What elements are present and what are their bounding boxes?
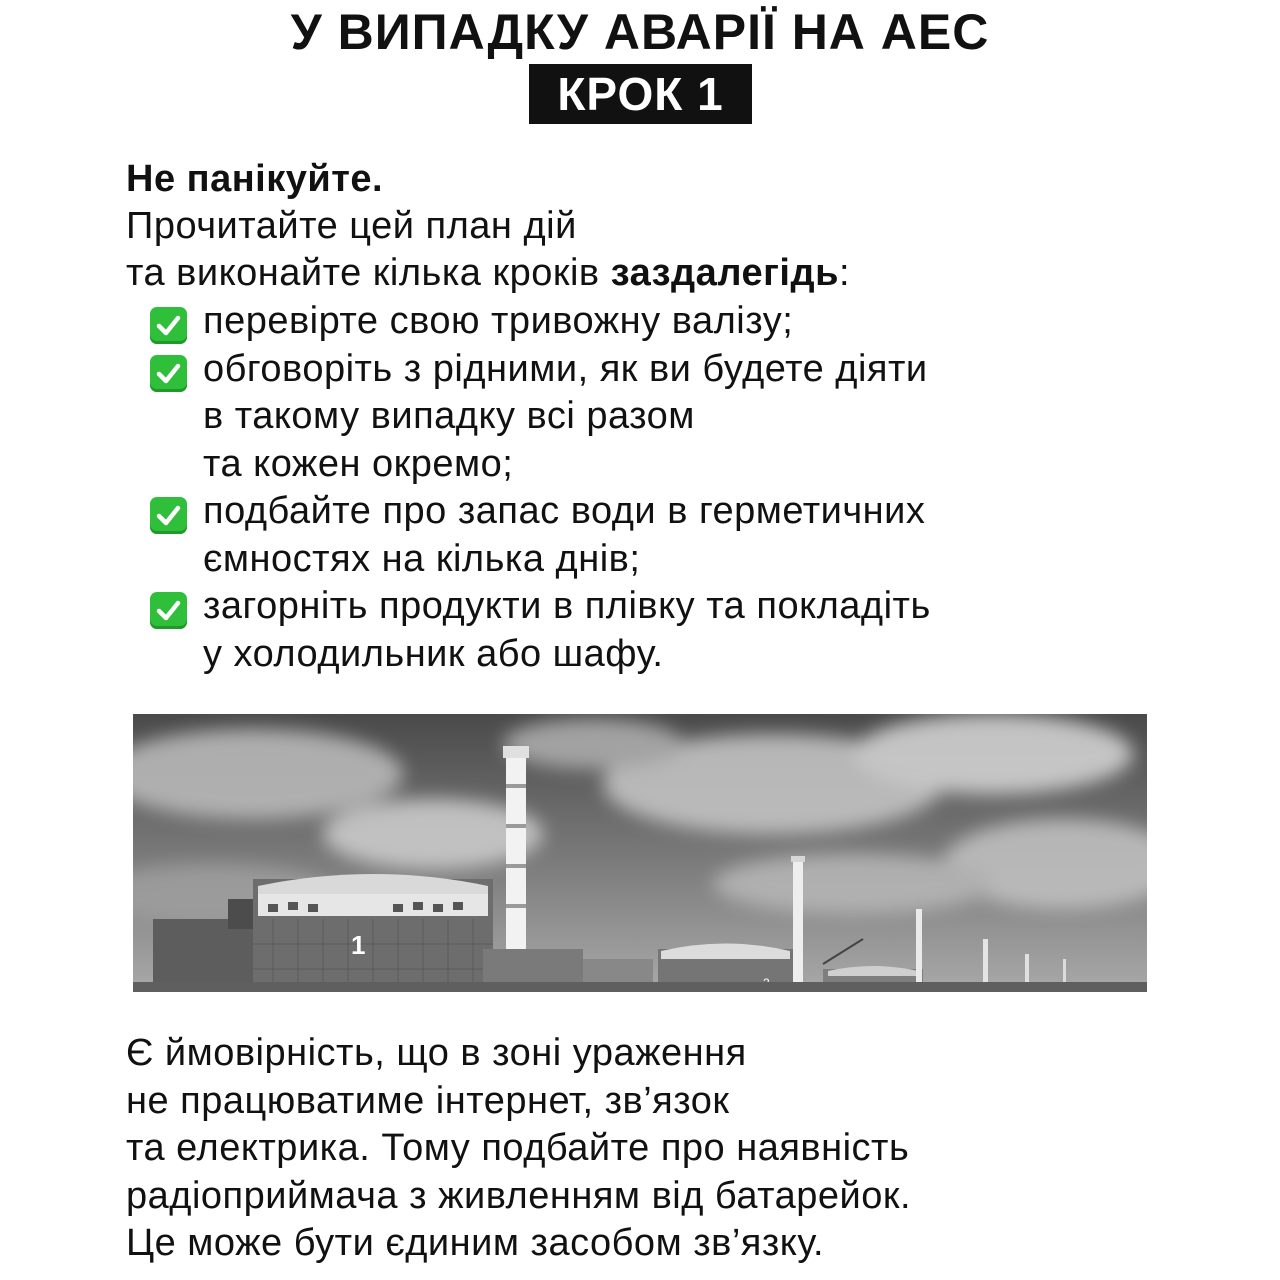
outro-line: радіоприймача з живленням від батарейок. <box>126 1174 912 1217</box>
checklist-item-text: подбайте про запас води в герметичних <box>203 490 926 532</box>
intro-heading: Не панікуйте. <box>126 158 384 200</box>
reactor-label-1: 1 <box>351 930 366 960</box>
outro-line: та електрика. Тому подбайте про наявність <box>126 1127 910 1169</box>
checklist-item-text: та кожен окремо; <box>203 442 514 485</box>
checklist-item <box>150 298 1160 346</box>
checklist-item-text: загорніть продукти в плівку та покладіть <box>203 585 931 627</box>
outro-line: Є ймовірність, що в зоні ураження <box>126 1032 747 1074</box>
checklist-item <box>150 488 1160 583</box>
check-mark-button-icon <box>150 307 187 344</box>
checklist <box>150 298 1160 678</box>
outro-line: Це може бути єдиним засобом зв’язку. <box>126 1222 825 1264</box>
check-mark-button-icon <box>150 497 187 534</box>
checklist-item <box>150 346 1160 489</box>
intro-text <box>126 156 1166 297</box>
nuclear-plant-illustration <box>133 714 1147 992</box>
intro-line-3-prefix: та виконайте кілька кроків <box>126 252 611 294</box>
checklist-item-text: в такому випадку всі разом <box>203 395 695 437</box>
intro-line-2: Прочитайте цей план дій <box>126 205 577 247</box>
intro-line-3 <box>126 250 1166 297</box>
checklist-item-text: обговоріть з рідними, як ви будете діяти <box>203 347 928 390</box>
chimney-tall <box>503 746 529 959</box>
intro-line-3-bold: заздалегідь <box>610 252 839 294</box>
check-mark-button-icon <box>150 355 187 392</box>
poster-title: У ВИПАДКУ АВАРІЇ НА АЕС <box>290 4 990 60</box>
checklist-item-text: у холодильник або шафу. <box>203 632 664 675</box>
outro-line: не працюватиме інтернет, зв’язок <box>126 1079 730 1122</box>
intro-line-3-suffix: : <box>838 252 851 294</box>
check-mark-button-icon <box>150 592 187 629</box>
checklist-item-text: перевірте свою тривожну валізу; <box>203 300 794 342</box>
step-badge: КРОК 1 <box>529 64 752 124</box>
checklist-item <box>150 583 1160 678</box>
nuclear-plant-photo <box>133 714 1147 992</box>
outro-text <box>126 1030 1186 1268</box>
checklist-item-text: ємностях на кілька днів; <box>203 537 641 580</box>
